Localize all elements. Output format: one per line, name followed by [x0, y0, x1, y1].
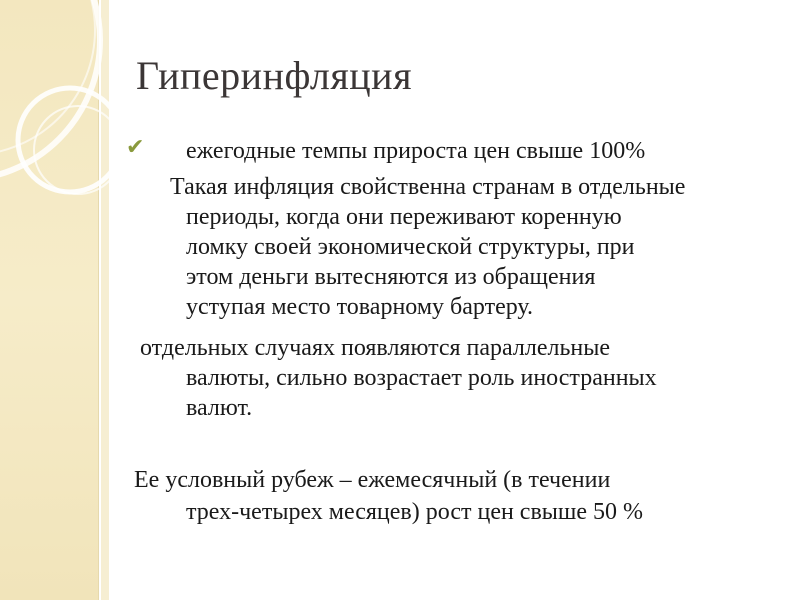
paragraph-line: этом деньги вытесняются из обращения — [186, 264, 596, 290]
paragraph-line: валют. — [186, 395, 253, 421]
bullet-text: ежегодные темпы прироста цен свыше 100% — [186, 138, 646, 164]
paragraph-line: ломку своей экономической структуры, при — [186, 234, 635, 260]
paragraph-line: уступая место товарному бартеру. — [186, 294, 534, 320]
paragraph-line: Такая инфляция свойственна странам в отдельные — [170, 174, 686, 200]
paragraph-line: валюты, сильно возрастает роль иностранных — [186, 365, 657, 391]
slide-title: Гиперинфляция — [136, 53, 412, 98]
paragraph-line: трех-четырех месяцев) рост цен свыше 50 % — [186, 499, 644, 525]
check-icon: ✔ — [126, 135, 145, 160]
paragraph-line: периоды, когда они переживают коренную — [186, 204, 622, 230]
paragraph-line: Ее условный рубеж – ежемесячный (в течении — [134, 467, 611, 493]
paragraph-line: отдельных случаях появляются параллельные — [140, 335, 611, 361]
